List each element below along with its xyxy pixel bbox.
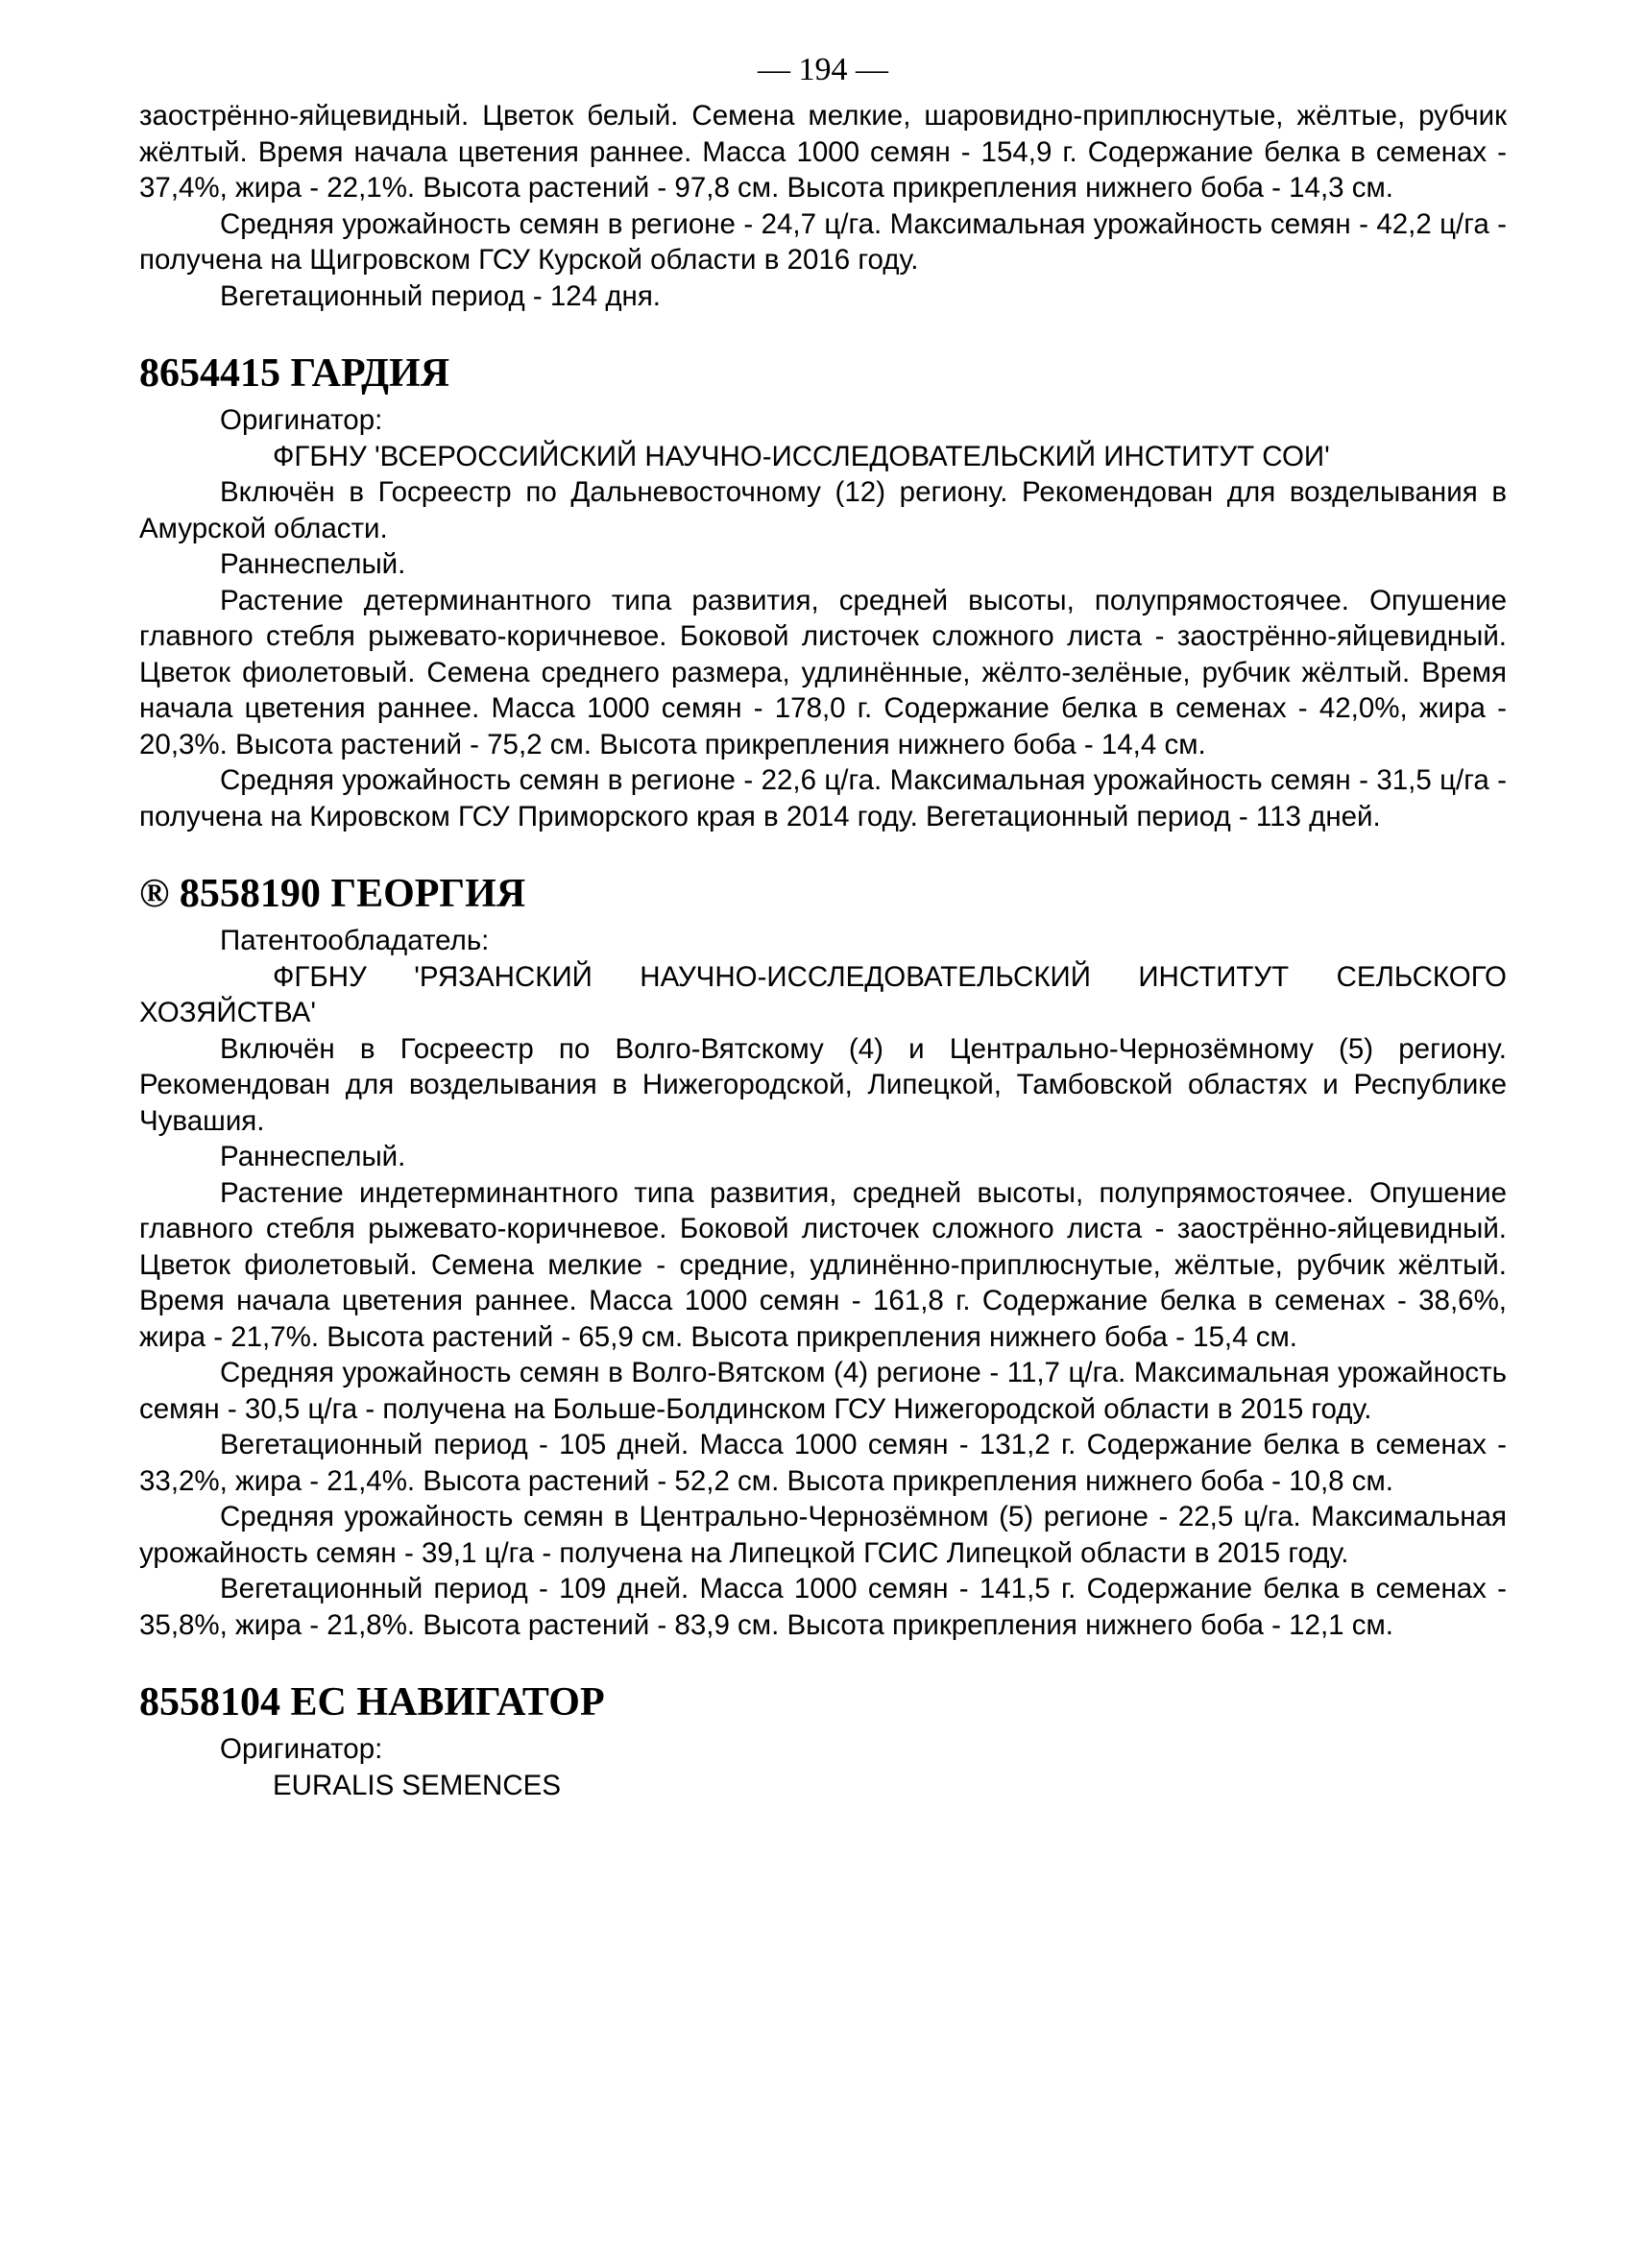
entry-paragraph: Вегетационный период - 105 дней. Масса 1000 семян - 131,2 г. Содержание белка в семенах - 33,2%, жира - 21,4%. Высота растений - 52,2 см. Высота прикрепления нижнего боба - 10,8 см. xyxy=(139,1429,1507,1497)
organization-name: ФГБНУ 'РЯЗАНСКИЙ НАУЧНО-ИССЛЕДОВАТЕЛЬСКИЙ ИНСТИТУТ СЕЛЬСКОГО ХОЗЯЙСТВА' xyxy=(139,960,1507,1028)
organization-name: EURALIS SEMENCES xyxy=(273,1769,561,1801)
entry-paragraph: Раннеспелый. xyxy=(220,1141,406,1172)
patent-holder-label: Патентообладатель: xyxy=(220,925,490,956)
intro-paragraph-2: Средняя урожайность семян в регионе - 24,7 ц/га. Максимальная урожайность семян - 42,2 ц/га - получена на Щигровском ГСУ Курской области в 2016 году. xyxy=(139,207,1507,276)
entry-title-georgiya: ® 8558190 ГЕОРГИЯ xyxy=(139,872,526,916)
originator-label: Оригинатор: xyxy=(220,1733,383,1765)
entry-paragraph: Вегетационный период - 109 дней. Масса 1000 семян - 141,5 г. Содержание белка в семенах - 35,8%, жира - 21,8%. Высота растений - 83,9 см. Высота прикрепления нижнего боба - 12,1 см. xyxy=(139,1573,1507,1641)
entry-title-es-navigator: 8558104 ЕС НАВИГАТОР xyxy=(139,1680,605,1725)
entry-paragraph: Растение детерминантного типа развития, средней высоты, полупрямостоячее. Опушение главного стебля рыжевато-коричневое. Боковой листочек сложного листа - заострённо-яйцевидный. Цветок фиолетовый. Семена среднего размера, удлинённые, жёлто-зелёные, рубчик жёлтый. Время начала цветения раннее. Масса 1000 семян - 178,0 г. Содержание белка в семенах - 42,0%, жира - 20,3%. Высота растений - 75,2 см. Высота прикрепления нижнего боба - 14,4 см. xyxy=(139,584,1507,760)
entry-paragraph: Средняя урожайность семян в Центрально-Чернозёмном (5) регионе - 22,5 ц/га. Максимальная урожайность семян - 39,1 ц/га - получена на Липецкой ГСИС Липецкой области в 2015 году. xyxy=(139,1501,1507,1569)
entry-paragraph: Раннеспелый. xyxy=(220,548,406,580)
entry-paragraph: Включён в Госреестр по Волго-Вятскому (4) и Центрально-Чернозёмному (5) региону. Рекомендован для возделывания в Нижегородской, Липецкой, Тамбовской областях и Республике Чувашия. xyxy=(139,1032,1507,1137)
entry-title-gardiya: 8654415 ГАРДИЯ xyxy=(139,351,450,396)
intro-paragraph-1: заострённо-яйцевидный. Цветок белый. Семена мелкие, шаровидно-приплюснутые, жёлтые, рубчик жёлтый. Время начала цветения раннее. Масса 1000 семян - 154,9 г. Содержание белка в семенах - 37,4%, жира - 22,1%. Высота растений - 97,8 см. Высота прикрепления нижнего боба - 14,3 см. xyxy=(139,100,1507,204)
organization-name: ФГБНУ 'ВСЕРОССИЙСКИЙ НАУЧНО-ИССЛЕДОВАТЕЛЬСКИЙ ИНСТИТУТ СОИ' xyxy=(273,440,1330,472)
entry-paragraph: Включён в Госреестр по Дальневосточному (12) региону. Рекомендован для возделывания в Амурской области. xyxy=(139,476,1507,544)
originator-label: Оригинатор: xyxy=(220,404,383,436)
entry-paragraph: Средняя урожайность семян в регионе - 22,6 ц/га. Максимальная урожайность семян - 31,5 ц/га - получена на Кировском ГСУ Приморского края в 2014 году. Вегетационный период - 113 дней. xyxy=(139,764,1507,832)
entry-paragraph: Растение индетерминантного типа развития, средней высоты, полупрямостоячее. Опушение главного стебля рыжевато-коричневое. Боковой листочек сложного листа - заострённо-яйцевидный. Цветок фиолетовый. Семена мелкие - средние, удлинённо-приплюснутые, жёлтые, рубчик жёлтый. Время начала цветения раннее. Масса 1000 семян - 161,8 г. Содержание белка в семенах - 38,6%, жира - 21,7%. Высота растений - 65,9 см. Высота прикрепления нижнего боба - 15,4 см. xyxy=(139,1176,1507,1353)
page-number: — 194 — xyxy=(758,52,888,87)
document-page xyxy=(139,46,1507,1803)
intro-paragraph-3: Вегетационный период - 124 дня. xyxy=(220,279,661,312)
entry-paragraph: Средняя урожайность семян в Волго-Вятском (4) регионе - 11,7 ц/га. Максимальная урожайность семян - 30,5 ц/га - получена на Больше-Болдинском ГСУ Нижегородской области в 2015 году. xyxy=(139,1357,1507,1425)
